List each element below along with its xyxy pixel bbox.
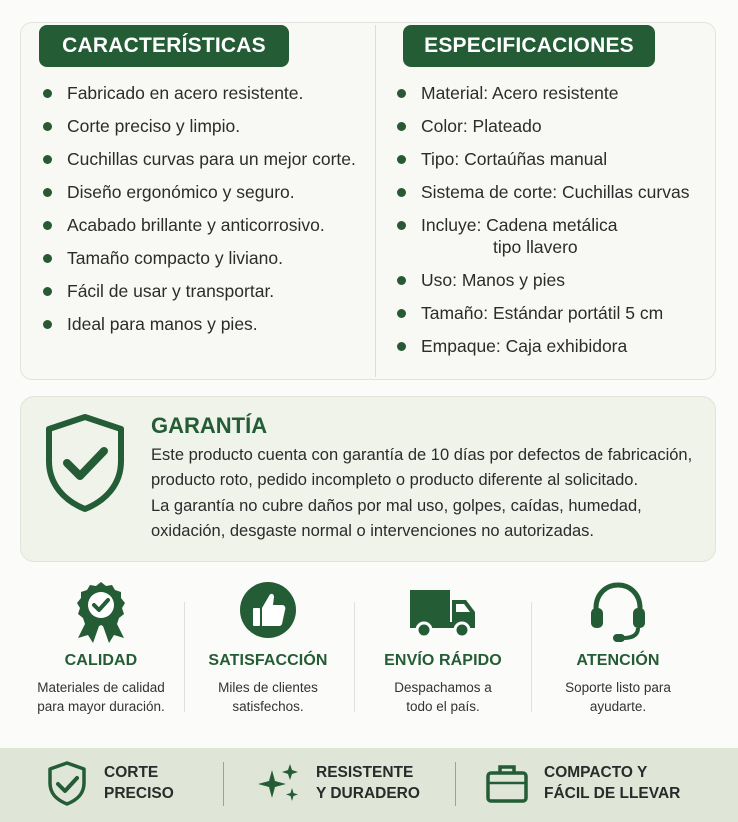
column-divider	[375, 25, 376, 377]
characteristics-list	[43, 82, 356, 346]
includes-continuation: tipo llavero	[493, 237, 578, 257]
badge-line: PRECISO	[104, 785, 174, 802]
badge-line: CORTE	[104, 764, 159, 781]
list-item: Tamaño: Estándar portátil 5 cm	[397, 302, 689, 324]
guarantee-paragraph: Este producto cuenta con garantía de 10 días por defectos de fabricación, producto roto, pedido incompleto o producto diferente al solicitado.	[151, 446, 693, 489]
list-item: Tipo: Cortaúñas manual	[397, 148, 689, 170]
badge-label	[316, 762, 420, 804]
list-item: Cuchillas curvas para un mejor corte.	[43, 148, 356, 170]
list-item: Color: Plateado	[397, 115, 689, 137]
list-item-includes	[397, 214, 689, 258]
guarantee-card	[20, 396, 716, 562]
feature-description	[16, 678, 186, 716]
badge-line: Y DURADERO	[316, 785, 420, 802]
feature-description	[183, 678, 353, 716]
feature-description	[533, 678, 703, 716]
feature-desc-line: para mayor duración.	[37, 699, 165, 714]
list-item: Uso: Manos y pies	[397, 269, 689, 291]
feature-shipping	[358, 580, 528, 716]
badge-label	[544, 762, 680, 804]
sparkles-icon	[256, 760, 302, 806]
thumbs-up-icon	[233, 580, 303, 644]
feature-separator	[531, 602, 532, 712]
list-item: Sistema de corte: Cuchillas curvas	[397, 181, 689, 203]
list-item: Fácil de usar y transportar.	[43, 280, 356, 302]
feature-desc-line: ayudarte.	[589, 699, 647, 714]
list-item: Ideal para manos y pies.	[43, 313, 356, 335]
badge-line: RESISTENTE	[316, 764, 414, 781]
feature-description	[358, 678, 528, 716]
band-separator	[223, 762, 224, 806]
info-card	[20, 22, 716, 380]
feature-desc-line: Despachamos a	[394, 680, 492, 695]
shield-check-icon	[44, 760, 90, 806]
feature-title: SATISFACCIÓN	[208, 652, 328, 669]
badge-compact	[484, 760, 680, 806]
list-item: Material: Acero resistente	[397, 82, 689, 104]
briefcase-icon	[484, 760, 530, 806]
list-item: Fabricado en acero resistente.	[43, 82, 356, 104]
feature-quality	[16, 580, 186, 716]
feature-desc-line: todo el país.	[406, 699, 480, 714]
list-item: Diseño ergonómico y seguro.	[43, 181, 356, 203]
delivery-truck-icon	[408, 580, 478, 644]
feature-support	[533, 580, 703, 716]
list-item: Empaque: Caja exhibidora	[397, 335, 689, 357]
list-item: Tamaño compacto y liviano.	[43, 247, 356, 269]
badge-durable	[256, 760, 420, 806]
quality-badge-icon	[66, 580, 136, 644]
specifications-list	[397, 82, 689, 368]
feature-desc-line: satisfechos.	[232, 699, 304, 714]
characteristics-title: CARACTERÍSTICAS	[39, 25, 289, 67]
feature-title: ATENCIÓN	[576, 652, 660, 669]
badge-precise-cut	[44, 760, 174, 806]
feature-desc-line: Miles de clientes	[218, 680, 318, 695]
feature-desc-line: Materiales de calidad	[37, 680, 165, 695]
badge-label	[104, 762, 174, 804]
guarantee-title: GARANTÍA	[151, 413, 268, 438]
badge-line: FÁCIL DE LLEVAR	[544, 785, 681, 802]
guarantee-exclusions: La garantía no cubre daños por mal uso, golpes, caídas, humedad, oxidación, desgaste normal o intervenciones no autorizadas.	[151, 497, 642, 540]
feature-satisfaction	[183, 580, 353, 716]
band-separator	[455, 762, 456, 806]
includes-text: Incluye: Cadena metálica	[421, 215, 618, 235]
benefits-band	[0, 748, 738, 822]
list-item: Corte preciso y limpio.	[43, 115, 356, 137]
shield-check-icon	[43, 413, 127, 513]
specifications-title: ESPECIFICACIONES	[403, 25, 655, 67]
feature-title: ENVÍO RÁPIDO	[384, 652, 502, 669]
list-item: Acabado brillante y anticorrosivo.	[43, 214, 356, 236]
feature-title: CALIDAD	[64, 652, 138, 669]
headset-icon	[583, 580, 653, 644]
feature-desc-line: Soporte listo para	[565, 680, 671, 695]
badge-line: COMPACTO Y	[544, 764, 648, 781]
feature-separator	[354, 602, 355, 712]
